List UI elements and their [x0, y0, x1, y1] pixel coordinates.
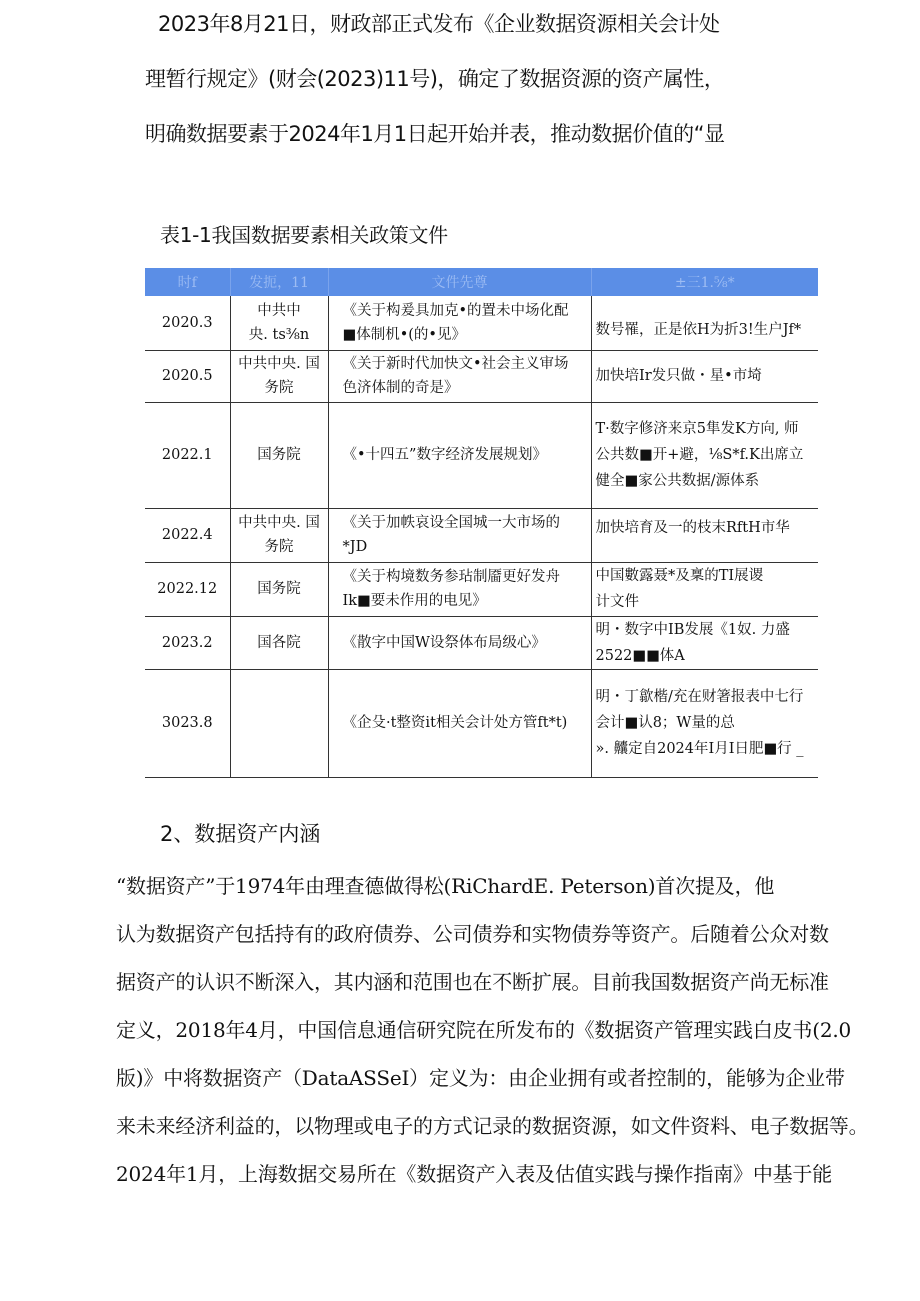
cell-note [591, 669, 818, 777]
cell-date [145, 350, 230, 402]
cell-line: 数号罹，正是依H为折3!生户Jf* [595, 322, 802, 338]
cell-doc [328, 669, 591, 777]
cell-date [145, 296, 230, 350]
cell-text: 2022.12 [157, 581, 218, 597]
cell-line: 会计■认8；W量的总 [595, 715, 735, 731]
cell-text: 2023.2 [161, 634, 213, 651]
table-row [145, 402, 818, 508]
cell-line [231, 716, 328, 731]
cell-note [591, 402, 818, 508]
paragraph-line: 2024年1月，上海数据交易所在《数据资产入表及估值实践与操作指南》中基于能 [116, 1162, 833, 1186]
cell-line: 《关于构爰具加克•的置未中场化配 [342, 302, 569, 319]
cell-issuer [230, 402, 328, 508]
cell-issuer [230, 296, 328, 350]
header-document: 文件先尊 [328, 268, 591, 296]
cell-doc [328, 402, 591, 508]
policy-table [145, 268, 818, 778]
cell-line: 《关于加帙哀设全国城一大市场的 [342, 515, 560, 531]
table-header-row [145, 268, 818, 296]
cell-date [145, 562, 230, 616]
cell-line: 中共中 [257, 302, 301, 319]
cell-line: 中共中央. 国 [238, 356, 320, 372]
table-row [145, 350, 818, 402]
cell-line: ». 齉定自2024年I月I日肥■行 _ [595, 741, 804, 757]
cell-line: Ik■要未作用的电见》 [342, 593, 487, 609]
cell-line: 2522■■体A [595, 647, 685, 664]
cell-line: 国各院 [257, 634, 301, 651]
cell-note [591, 616, 818, 669]
cell-date [145, 508, 230, 562]
cell-line: 加快培育及一的枝末RftH市华 [595, 519, 790, 536]
cell-doc [328, 508, 591, 562]
cell-line: 《关于构境数务参玷制靥更好发舟 [342, 569, 560, 585]
cell-doc [328, 296, 591, 350]
cell-doc [328, 562, 591, 616]
cell-issuer [230, 562, 328, 616]
cell-issuer [230, 508, 328, 562]
header-issuer: 发扼，11 [230, 268, 328, 296]
cell-line: 国务院 [257, 447, 301, 463]
intro-line-3: 明确数据要素于2024年1月1日起开始并表，推动数据价值的“显 [145, 122, 725, 146]
cell-line: 健全■家公共数据/源体系 [595, 473, 760, 489]
intro-line-1: 2023年8月21日，财政部正式发布《企业数据资源相关会计处 [158, 12, 720, 36]
cell-date [145, 669, 230, 777]
paragraph-line: 版)》中将数据资产（DataASSeI）定义为：由企业拥有或者控制的，能够为企业带 [116, 1066, 845, 1090]
cell-date [145, 616, 230, 669]
cell-line [596, 541, 819, 556]
table-row [145, 669, 818, 777]
cell-line: 务院 [264, 380, 294, 396]
cell-line: 央. ts⅜n [248, 326, 310, 343]
cell-line: 明・丁歙楷/充在财箸报表中七行 [595, 689, 804, 705]
cell-note [591, 562, 818, 616]
cell-line: 公共数■开+避，⅛S*f.K出席立 [595, 447, 804, 463]
cell-date [145, 402, 230, 508]
header-note: ±三1.⅝* [591, 268, 818, 296]
paragraph-line: “数据资产”于1974年由理查德做得松(RiChardE. Peterson)首次提及，他 [116, 874, 775, 898]
cell-line: 《关于新时代加快文•社会主义审场 [342, 356, 569, 372]
cell-line: ■体制机•(的•见》 [342, 326, 466, 343]
cell-text: 2020.5 [161, 368, 213, 384]
cell-line: *JD [342, 539, 368, 555]
paragraph-line: 来未来经济利益的，以物理或电子的方式记录的数据资源，如文件资料、电子数据等。 [116, 1114, 869, 1138]
cell-line: 国务院 [257, 581, 301, 597]
cell-line: 《企殳·t整资it相关会计处方管ft*t) [342, 715, 568, 731]
cell-text: 2022.1 [161, 447, 213, 463]
cell-issuer [230, 669, 328, 777]
table-row [145, 508, 818, 562]
cell-line: 中共中央. 国 [238, 515, 320, 531]
paragraph-line: 定义，2018年4月，中国信息通信研究院在所发布的《数据资产管理实践白皮书(2.0 [116, 1018, 852, 1042]
cell-text: 2022.4 [161, 527, 213, 543]
paragraph-line: 据资产的认识不断深入，其内涵和范围也在不断扩展。目前我国数据资产尚无标准 [116, 970, 829, 994]
cell-line: 中国數露聂*及稟的TI展谡 [595, 568, 764, 584]
table-row [145, 616, 818, 669]
table-title: 表1-1我国数据要素相关政策文件 [160, 223, 448, 247]
cell-note [591, 350, 818, 402]
cell-doc [328, 350, 591, 402]
cell-issuer [230, 350, 328, 402]
table-row [145, 562, 818, 616]
cell-text: 2020.3 [161, 314, 213, 331]
header-date: 时f [145, 268, 230, 296]
cell-line: 色济体制的奇是》 [342, 380, 459, 396]
cell-note [591, 508, 818, 562]
cell-line: 《散字中国W设祭体布局级心》 [342, 634, 546, 651]
cell-doc [328, 616, 591, 669]
cell-line [596, 303, 819, 318]
table-row [145, 296, 818, 350]
cell-line: 《•十四五”数字经济发展规划》 [342, 447, 547, 463]
cell-line: 计文件 [595, 594, 639, 610]
cell-text: 3023.8 [161, 715, 213, 731]
intro-line-2: 理暂行规定》(财会(2023)11号)，确定了数据资源的资产属性， [145, 67, 725, 91]
section-heading: 2、数据资产内涵 [160, 822, 321, 846]
cell-line: 加快培Ir发只做・星•市埼 [595, 368, 762, 384]
cell-line: 明・数字中IB发展《1奴. 力盛 [595, 621, 790, 638]
paragraph-line: 认为数据资产包括持有的政府债券、公司债券和实物债券等资产。后随着公众对数 [116, 922, 829, 946]
cell-line: 务院 [264, 539, 294, 555]
cell-issuer [230, 616, 328, 669]
cell-note [591, 296, 818, 350]
cell-line: T·数字修济来京5隼发K方向, 师 [595, 421, 799, 437]
